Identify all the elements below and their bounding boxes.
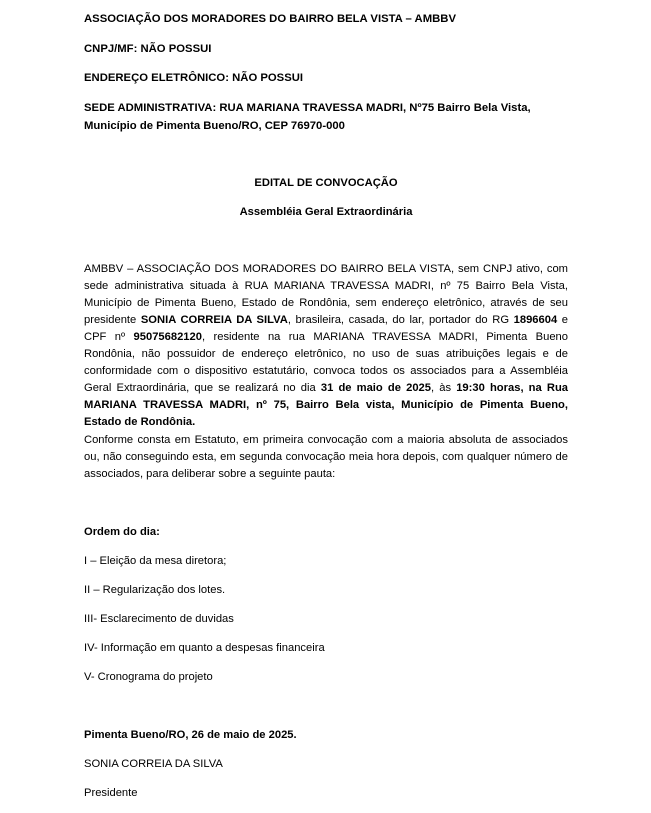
- document-subtitle: Assembléia Geral Extraordinária: [239, 206, 413, 218]
- agenda-item-4: IV- Informação em quanto a despesas financeira: [84, 642, 325, 654]
- agenda-item-5: V- Cronograma do projeto: [84, 671, 213, 683]
- meeting-date: 31 de maio de 2025: [320, 382, 431, 394]
- agenda-item-1: I – Eleição da mesa diretora;: [84, 555, 227, 567]
- statute-paragraph: Conforme consta em Estatuto, em primeira convocação com a maioria absoluta de associados ou, não conseguindo esta, em segunda convocação meia hora depois, com qualquer número de associados, para deliberar sobre a seguinte pauta:: [84, 434, 568, 480]
- document-title: EDITAL DE CONVOCAÇÃO: [254, 177, 398, 189]
- rg-number: 1896604: [513, 314, 558, 326]
- signer-name: SONIA CORREIA DA SILVA: [84, 758, 223, 770]
- agenda-item-3: III- Esclarecimento de duvidas: [84, 613, 234, 625]
- meeting-place: , na Rua MARIANA TRAVESSA MADRI, nº 75, Bairro Bela vista, Município de Pimenta Bueno, Estado de Rondônia.: [84, 382, 569, 428]
- association-name: ASSOCIAÇÃO DOS MORADORES DO BAIRRO BELA VISTA – AMBBV: [84, 13, 456, 25]
- president-name: SONIA CORREIA DA SILVA: [140, 314, 288, 326]
- p1-text-e: , às: [430, 382, 457, 394]
- address-line: SEDE ADMINISTRATIVA: RUA MARIANA TRAVESSA MADRI, Nº75 Bairro Bela Vista, Município de Pimenta Bueno/RO, CEP 76970-000: [84, 102, 531, 132]
- place-date: Pimenta Bueno/RO, 26 de maio de 2025.: [84, 729, 297, 741]
- cpf-number: 95075682120: [133, 331, 202, 343]
- agenda-heading: Ordem do dia:: [84, 526, 160, 538]
- signer-role: Presidente: [84, 787, 138, 799]
- email-line: ENDEREÇO ELETRÔNICO: NÃO POSSUI: [84, 72, 304, 84]
- cnpj-line: CNPJ/MF: NÃO POSSUI: [84, 43, 212, 55]
- agenda-item-2: II – Regularização dos lotes.: [84, 584, 226, 596]
- meeting-time: 19:30 horas: [456, 382, 521, 394]
- p1-text-b: , brasileira, casada, do lar, portador do RG: [287, 314, 514, 326]
- convocation-paragraph: [84, 261, 568, 431]
- p1-text-d: , residente na rua MARIANA TRAVESSA MADRI, Pimenta Bueno Rondônia, não possuidor de endereço eletrônico, no uso de suas atribuições legais e de conformidade com o dispositivo estatutário, convoca todos os associados para a Assembléia Geral Extraordinária, que se realizará no dia: [84, 331, 569, 394]
- p1-text-a: AMBBV – ASSOCIAÇÃO DOS MORADORES DO BAIRRO BELA VISTA, sem CNPJ ativo, com sede administrativa situada à RUA MARIANA TRAVESSA MADRI, nº 75 Bairro Bela Vista, Município de Pimenta Bueno, Estado de Rondônia, sem endereço eletrônico, através de seu presidente: [84, 263, 568, 326]
- p1-text-c: e CPF nº: [84, 314, 568, 343]
